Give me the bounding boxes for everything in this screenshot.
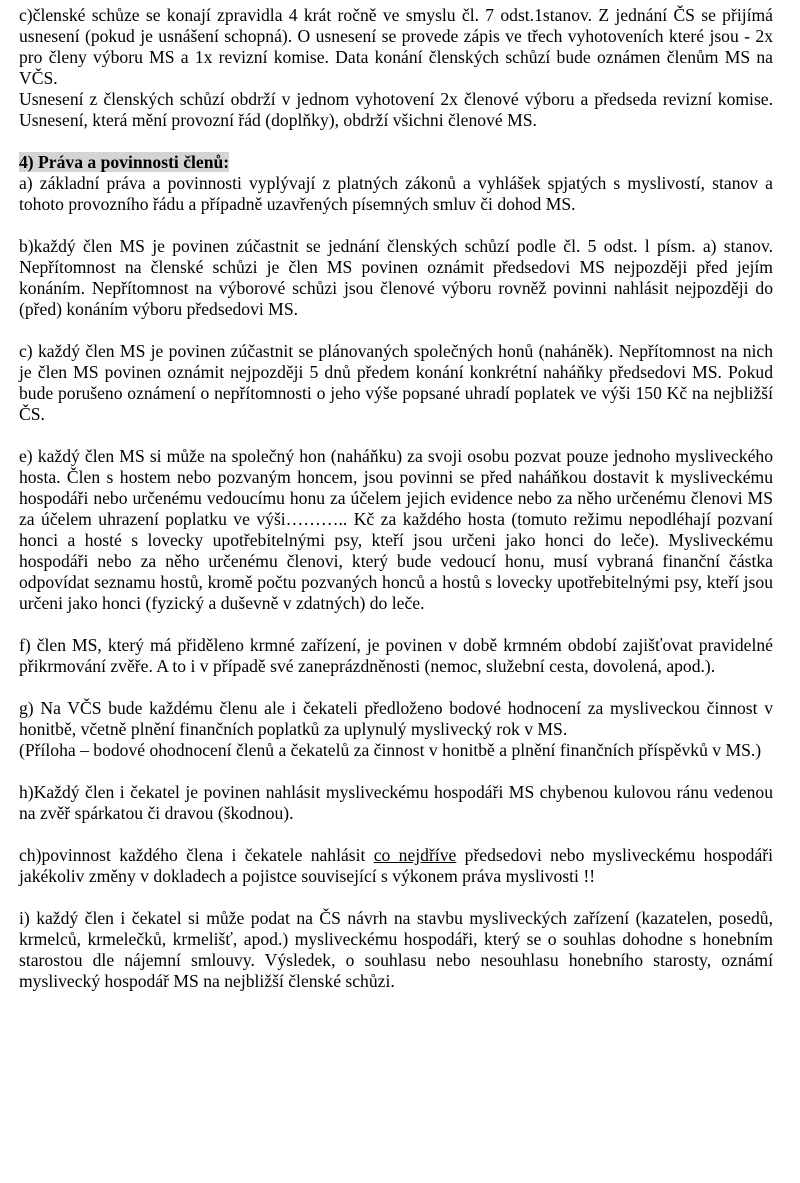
paragraph-ch-underlined: co nejdříve [373,845,457,865]
paragraph-f: f) člen MS, který má přiděleno krmné zařízení, je povinen v době krmném období zajišťovat pravidelné přikrmování zvěře. A to i v případě své zaneprázdněnosti (nemoc, služební cesta, dovolená, apod.). [19,635,773,676]
paragraph-c-meetings: c)členské schůze se konají zpravidla 4 krát ročně ve smyslu čl. 7 odst.1stanov. Z jednání ČS se přijímá usnesení (pokud je usnášení schopná). O usnesení se provede zápis ve třech vyhotoveních které jsou - 2x pro členy výboru MS a 1x revizní komise. Data konání členských schůzí bude oznámen členům MS na VČS. [19,5,773,88]
document-page [19,5,773,1013]
paragraph-g-appendix: (Příloha – bodové ohodnocení členů a čekatelů za činnost v honitbě a plnění finančních příspěvků v MS.) [19,740,762,760]
paragraph-c: c) každý člen MS je povinen zúčastnit se plánovaných společných honů (naháněk). Nepřítomnost na nich je člen MS povinen oznámit nejpozději 5 dnů předem konání konkrétní naháňky předsedovi MS. Pokud bude porušeno oznámení o nepřítomnosti o jeho výše popsané uhradí poplatek ve výši 150 Kč na nejbližší ČS. [19,341,773,424]
paragraph-ch [19,845,773,887]
section-heading-text: 4) Práva a povinnosti členů: [19,152,230,172]
paragraph-e: e) každý člen MS si může na společný hon (naháňku) za svoji osobu pozvat pouze jednoho mysliveckého hosta. Člen s hostem nebo pozvaným honcem, jsou povinni se před naháňkou dostavit k mysliveckému hospodáři nebo určenému vedoucímu honu za účelem jejich evidence nebo za něho určenému členovi MS za účelem uhrazení poplatku ve výši……….. Kč za každého hosta (tomuto režimu nepodléhají pozvaní honci a hosté s lovecky upotřebitelnými psy, kteří jsou určeni jako honci do leče). Mysliveckému hospodáři nebo za něho určenému členovi, který bude vedoucí honu, musí vybraná finanční částka odpovídat seznamu hostů, kromě počtu pozvaných honců a hostů s lovecky upotřebitelnými psy, kteří jsou určeni jako honci (fyzický a duševně v zdatných) do leče. [19,446,773,613]
paragraph-h: h)Každý člen i čekatel je povinen nahlásit mysliveckému hospodáři MS chybenou kulovou ránu vedenou na zvěř spárkatou či dravou (škodnou). [19,782,773,823]
paragraph-c-resolutions: Usnesení z členských schůzí obdrží v jednom vyhotovení 2x členové výboru a předseda revizní komise. Usnesení, která mění provozní řád (doplňky), obdrží všichni členové MS. [19,89,773,130]
paragraph-b: b)každý člen MS je povinen zúčastnit se jednání členských schůzí podle čl. 5 odst. l písm. a) stanov. Nepřítomnost na členské schůzi je člen MS povinen oznámit předsedovi MS nejpozději před jejím konáním. Nepřítomnost na výborové schůzi jsou členové výboru rovněž povinni nahlásit nejpozději do (před) konáním výboru předsedovi MS. [19,236,773,319]
paragraph-ch-start: ch)povinnost každého člena i čekatele nahlásit [19,845,374,865]
paragraph-ch-end: předsedovi nebo mysliveckému hospodáři jakékoliv změny v dokladech a pojistce související s výkonem práva myslivosti !! [19,845,773,886]
paragraph-a: a) základní práva a povinnosti vyplývají z platných zákonů a vyhlášek spjatých s myslivostí, stanov a tohoto provozního řádu a případně uzavřených písemných smluv či dohod MS. [19,173,773,214]
paragraph-g: g) Na VČS bude každému členu ale i čekateli předloženo bodové hodnocení za mysliveckou činnost v honitbě, včetně plnění finančních poplatků za uplynulý myslivecký rok v MS. [19,698,773,739]
paragraph-i: i) každý člen i čekatel si může podat na ČS návrh na stavbu mysliveckých zařízení (kazatelen, posedů, krmelců, krmelečků, krmelišť, apod.) mysliveckému hospodáři, který se o souhlas dohodne s honebním starostou dle nájemní smlouvy. Výsledek, o souhlasu nebo nesouhlasu honebního starosty, oznámí myslivecký hospodář MS na nejbližší členské schůzi. [19,908,773,991]
section-heading [19,152,773,173]
